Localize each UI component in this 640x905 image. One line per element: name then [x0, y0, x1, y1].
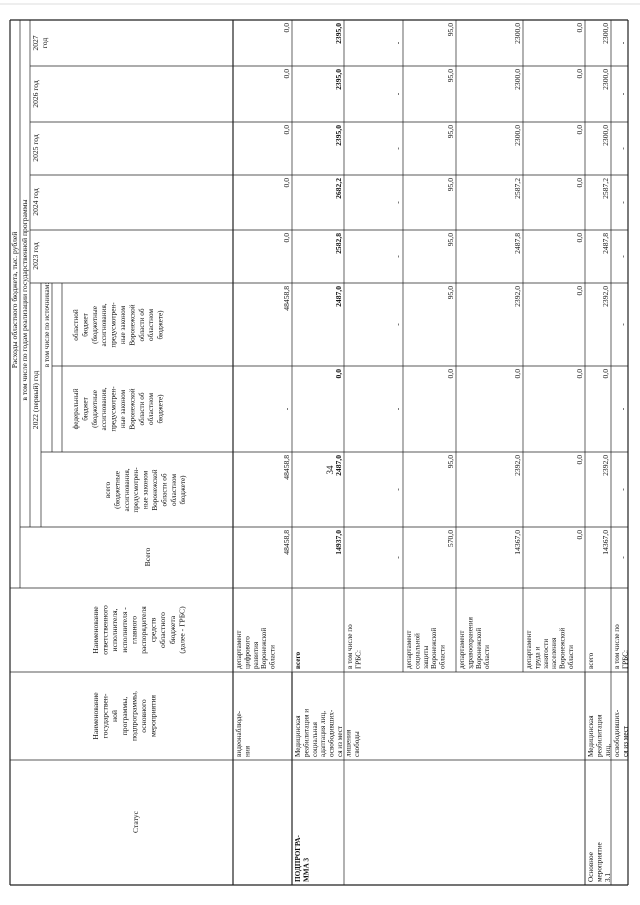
header-responsible: главного: [129, 615, 139, 645]
header-status: Статус: [131, 811, 140, 833]
header-federal: бюджете): [156, 394, 165, 424]
row-value-all22: 2392,0: [601, 455, 610, 476]
row-value-y2023: 2487,8: [601, 233, 610, 254]
row-value-y2024: -: [618, 201, 627, 204]
row-value-y2024: 2587,2: [513, 178, 522, 199]
row-value-y2025: 2300,0: [601, 125, 610, 146]
row-value-fed: -: [282, 407, 291, 411]
row-value-y2025: 2395,0: [334, 125, 343, 146]
row-value-y2027: -: [393, 41, 402, 45]
header-program-name: мероприятия: [148, 694, 158, 738]
row-program-name: ся из мест: [336, 725, 344, 757]
row-value-total: 14937,0: [334, 530, 343, 555]
row-grbs: области: [483, 644, 492, 669]
row-program-name: Медицинская: [587, 715, 595, 757]
row-grbs: в том числе по: [346, 624, 354, 669]
row-value-reg: 2392,0: [513, 286, 522, 307]
row-value-y2026: 95,0: [446, 69, 455, 83]
header-responsible: средств: [148, 617, 158, 643]
row-value-y2024: 0,0: [575, 178, 584, 188]
row-program-name: освободивших-: [613, 709, 621, 757]
row-value-fed: -: [393, 407, 402, 411]
row-program-name: реабилитация: [595, 714, 604, 757]
header-regional: бюджете): [156, 310, 165, 340]
header-regional: ассигнования,: [100, 303, 109, 347]
header-all-budget: предусмотрен-: [132, 467, 141, 513]
row-grbs: Воронежской: [260, 627, 269, 669]
row-value-fed: 0,0: [513, 369, 522, 379]
row-status: 3.1: [604, 873, 613, 882]
header-2023: 2023 год: [31, 242, 40, 270]
header-all-budget: ные законом: [141, 470, 150, 510]
header-federal: Воронежской: [128, 388, 137, 430]
header-2025: 2025 год: [31, 134, 40, 162]
row-value-y2024: -: [393, 201, 402, 204]
row-value-y2023: -: [618, 255, 627, 258]
header-responsible: Наименование: [91, 606, 100, 654]
header-regional: ные законом: [119, 305, 127, 345]
header-program-name: программы,: [119, 696, 129, 736]
header-regional: бюджет: [81, 313, 90, 337]
header-regional: Воронежской: [128, 304, 137, 346]
header-2027: 2027: [31, 35, 40, 51]
row-value-fed: 0,0: [446, 369, 455, 379]
row-value-reg: 95,0: [446, 286, 455, 300]
header-2027: год: [40, 37, 49, 49]
page-number: 34: [325, 465, 335, 475]
row-value-total: 48458,8: [282, 530, 291, 555]
header-responsible: областного: [158, 612, 168, 648]
header-federal: ассигнования,: [100, 387, 109, 431]
row-value-y2027: 2300,0: [601, 23, 610, 44]
header-federal: ные законом: [119, 389, 127, 429]
row-program-name: свободы: [352, 731, 361, 757]
row-program-name: видеонаблюде-: [235, 710, 243, 757]
header-responsible: распорядителя: [139, 606, 148, 654]
header-program-name: Наименование: [91, 692, 100, 740]
row-value-reg: 0,0: [575, 286, 584, 296]
row-grbs: департамент: [525, 630, 533, 669]
header-responsible: исполнителя -: [119, 607, 129, 653]
row-value-reg: -: [393, 323, 402, 326]
row-value-y2024: 2682,2: [334, 178, 343, 199]
header-all-budget: Воронежской: [151, 469, 159, 511]
row-value-y2026: 0,0: [282, 69, 291, 79]
row-grbs: ГРБС:: [621, 649, 630, 669]
row-value-y2023: 0,0: [282, 233, 291, 243]
row-grbs: Воронежской: [558, 627, 567, 669]
header-regional: областном: [147, 308, 156, 342]
row-value-total: -: [618, 556, 627, 559]
row-value-total: 14367,0: [513, 530, 522, 555]
row-value-reg: 2487,0: [334, 286, 343, 307]
table-content: [10, 23, 629, 882]
row-value-y2025: -: [618, 147, 627, 150]
header-federal: предусмотрен-: [109, 386, 118, 432]
row-value-y2023: 2582,8: [334, 233, 343, 254]
row-value-total: 14367,0: [601, 530, 610, 555]
header-federal: (бюджетные: [90, 390, 99, 428]
row-value-all22: 2392,0: [513, 455, 522, 476]
header-program-name: государствен-: [100, 693, 110, 739]
row-value-y2027: 2300,0: [513, 23, 522, 44]
header-responsible: бюджета: [167, 615, 177, 645]
header-all-budget: областном: [169, 473, 178, 507]
row-grbs: занятости: [541, 638, 550, 669]
row-value-y2025: 0,0: [575, 125, 584, 135]
row-value-y2025: 95,0: [446, 125, 455, 139]
row-grbs: социальной: [413, 633, 422, 669]
row-program-name: реабилитация и: [302, 708, 311, 757]
row-grbs: труда и: [533, 646, 542, 669]
row-status: ПОДПРОГРА-: [294, 835, 302, 882]
header-federal: областном: [147, 392, 156, 426]
header-all-budget: ассигнования,: [122, 468, 131, 512]
row-grbs: департамент: [405, 630, 413, 669]
header-all-budget: всего: [104, 481, 112, 499]
header-program-name: ной: [110, 710, 120, 722]
row-value-y2027: 0,0: [282, 23, 291, 33]
header-federal: бюджет: [81, 397, 90, 421]
row-value-total: 570,0: [446, 530, 455, 548]
row-value-total: 0,0: [575, 530, 584, 540]
row-grbs: области: [438, 644, 447, 669]
row-status: мероприятие: [595, 842, 604, 882]
row-program-name: освободивших-: [327, 709, 336, 757]
row-value-y2026: -: [618, 92, 627, 96]
row-value-y2023: -: [393, 255, 402, 258]
row-value-y2026: 2300,0: [513, 69, 522, 90]
header-federal: области об: [137, 392, 146, 426]
row-value-y2027: 2395,0: [334, 23, 343, 44]
row-grbs: департамент: [458, 630, 466, 669]
header-2026: 2026 год: [31, 80, 40, 108]
header-total: Всего: [143, 547, 152, 567]
row-value-y2026: 2300,0: [601, 69, 610, 90]
header-regional: (бюджетные: [90, 306, 99, 344]
row-value-total: -: [393, 556, 402, 559]
row-value-y2025: -: [393, 147, 402, 150]
row-grbs: Воронежской: [430, 627, 439, 669]
header-program-name: основного: [139, 699, 148, 733]
row-value-y2027: -: [618, 41, 627, 45]
row-value-reg: -: [618, 323, 627, 326]
row-grbs: Воронежской: [474, 627, 483, 669]
row-value-fed: 0,0: [334, 369, 343, 379]
row-value-y2027: 95,0: [446, 23, 455, 37]
row-value-all22: 0,0: [575, 455, 584, 465]
row-grbs: в том числе по: [613, 624, 621, 669]
row-status: Основное: [587, 852, 595, 882]
row-grbs: ГРБС:: [354, 649, 363, 669]
row-grbs: всего: [294, 651, 302, 669]
row-status: ММА 3: [302, 857, 311, 882]
row-grbs: департамент: [235, 630, 243, 669]
row-value-reg: 2392,0: [601, 286, 610, 307]
row-value-y2026: 2395,0: [334, 69, 343, 90]
header-regional: предусмотрен-: [109, 302, 118, 348]
header-all-budget: области об: [160, 473, 169, 507]
header-program-name: подпрограммы,: [129, 690, 139, 742]
row-value-all22: 95,0: [446, 455, 455, 469]
row-value-reg: 48458,8: [282, 286, 291, 311]
row-program-name: лишения: [344, 729, 353, 757]
row-value-fed: -: [618, 407, 627, 411]
row-program-name: ния: [243, 746, 252, 757]
row-grbs: всего: [587, 652, 595, 669]
header-responsible: ответственного: [100, 605, 110, 655]
row-grbs: защиты: [421, 645, 430, 669]
row-value-y2024: 95,0: [446, 178, 455, 192]
header-federal: федеральный: [72, 388, 80, 430]
row-program-name: ся из мест: [621, 725, 630, 757]
row-grbs: области: [567, 644, 575, 669]
header-all-budget: (бюджетные: [113, 471, 122, 509]
row-grbs: населения: [550, 637, 559, 669]
header-sources-title: в том числе по источникам:: [43, 282, 51, 368]
row-value-y2025: 0,0: [282, 125, 291, 135]
row-value-y2025: 2300,0: [513, 125, 522, 146]
header-2024: 2024 год: [31, 188, 40, 216]
row-program-name: лиц,: [603, 743, 612, 757]
row-value-y2026: 0,0: [575, 69, 584, 79]
header-year-2022: 2022 (первый) год: [31, 370, 40, 430]
row-value-fed: 0,0: [575, 369, 584, 379]
row-value-y2023: 0,0: [575, 233, 584, 243]
header-all-budget: бюджете): [179, 475, 188, 505]
header-expenses-title: Расходы областного бюджета, тыс. рублей: [10, 231, 19, 369]
row-value-y2023: 2487,8: [513, 233, 522, 254]
row-value-all22: 2487,0: [334, 455, 343, 476]
row-value-y2023: 95,0: [446, 233, 455, 247]
row-value-y2027: 0,0: [575, 23, 584, 33]
row-program-name: социальная: [310, 722, 319, 757]
row-program-name: адаптация лиц,: [319, 710, 328, 757]
row-grbs: области: [268, 644, 277, 669]
header-regional: областной: [72, 309, 80, 341]
row-grbs: развития: [251, 641, 260, 669]
header-responsible: (далее - ГРБС): [177, 606, 187, 654]
row-program-name: Медицинская: [294, 715, 302, 757]
row-value-y2024: 0,0: [282, 178, 291, 188]
row-value-y2024: 2587,2: [601, 178, 610, 199]
row-grbs: здравоохранения: [466, 617, 475, 669]
row-value-y2026: -: [393, 92, 402, 96]
row-value-all22: 48458,8: [282, 455, 291, 480]
header-by-year-title: в том числе по годам реализации государственной программы: [20, 199, 29, 401]
row-value-all22: -: [393, 488, 402, 491]
row-value-fed: 0,0: [601, 369, 610, 379]
header-regional: области об: [137, 308, 146, 342]
header-responsible: исполнителя,: [110, 608, 120, 652]
row-value-all22: -: [618, 488, 627, 491]
row-grbs: цифрового: [243, 636, 252, 669]
